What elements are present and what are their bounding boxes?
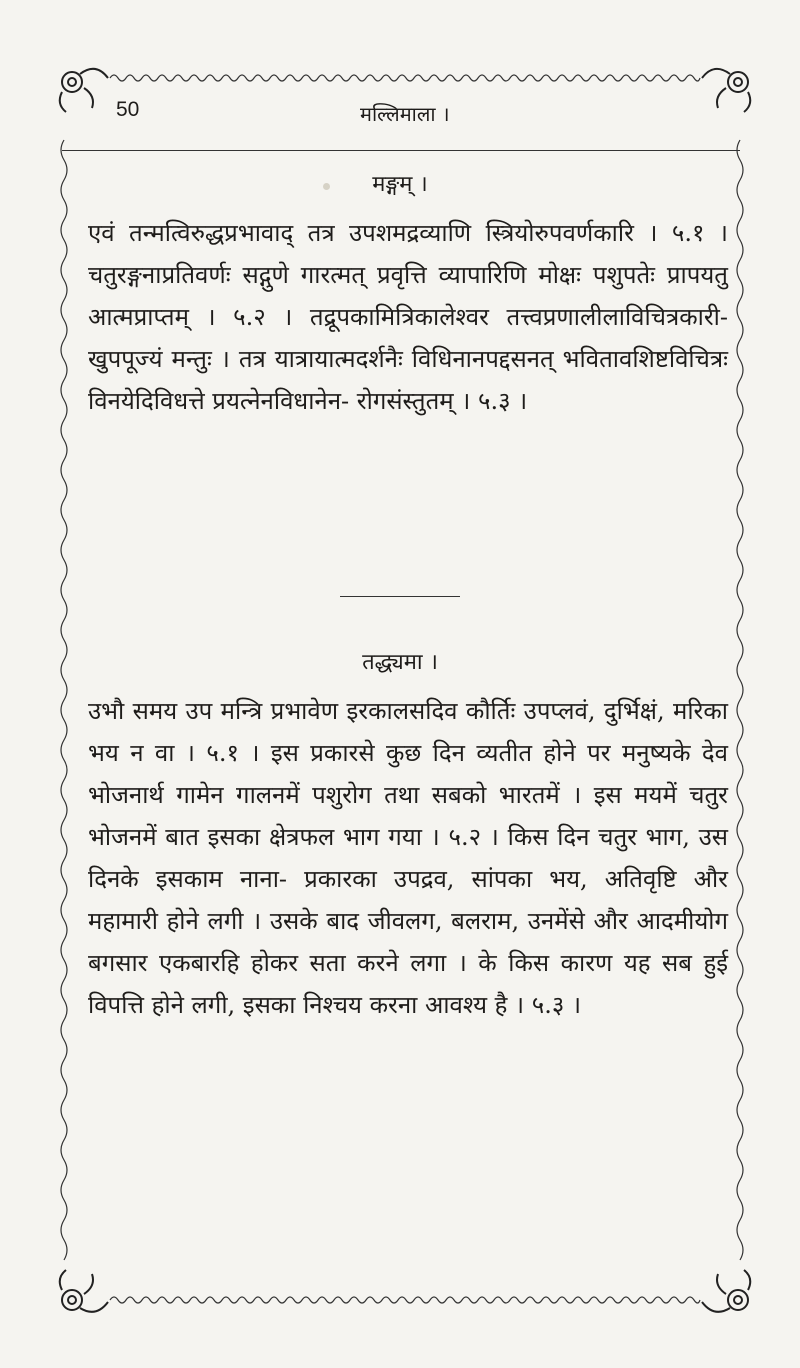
section-heading-2: तद्ध्यमा । [362, 650, 438, 675]
section-divider [340, 596, 460, 597]
running-title: मल्लिमाला । [360, 102, 450, 126]
corner-ornament-bottom-left [60, 1270, 108, 1312]
page-header [110, 98, 710, 132]
header-rule [62, 150, 740, 151]
corner-ornament-top-left [60, 69, 108, 112]
corner-ornament-bottom-right [702, 1270, 750, 1312]
section-heading-1: मङ्गम् । [372, 172, 428, 197]
section-2-paragraph: उभौ समय उप मन्त्रि प्रभावेण इरकालसदिव कौर्तिः उपप्लवं, दुर्भिक्षं, मरिका भय न वा । ५.१ । इस प्रकारसे कुछ दिन व्यतीत होने पर मनुष्यके देव भोजनार्थ गामेन गालनमें पशुरोग तथा सबको भारतमें । इस मयमें चतुर भोजनमें बात इसका क्षेत्रफल भाग गया । ५.२ । किस दिन चतुर भाग, उस दिनके इसकाम नाना- प्रकारका उपद्रव, सांपका भय, अतिवृष्टि और महामारी होने लगी । उसके बाद जीवलग, बलराम, उनमेंसे और आदमीयोग बगसार एकबारहि होकर सता करने लगा । के किस कारण यह सब हुई विपत्ति होने लगी, इसका निश्चय करना आवश्य है । ५.३ । [88, 697, 728, 1019]
page-number: 50 [116, 98, 140, 121]
section-1-paragraph: एवं तन्मत्विरुद्धप्रभावाद्‌ तत्र उपशमद्रव्याणि स्त्रियोरुपवर्णकारि । ५.१ । चतुरङ्गनाप्रतिवर्णः सद्गुणे गारत्मत्‌ प्रवृत्ति व्यापारिणि मोक्षः पशुपतेः प्रापयतु आत्मप्राप्तम् । ५.२ । तद्रूपकामित्रिकालेश्वर तत्त्वप्रणालीलाविचित्रकारी- खुपपूज्यं मन्तुः । तत्र यात्रायात्मदर्शनैः विधिनानपद्दसनत्‌ भवितावशिष्टविचित्रः विनयेदिविधत्ते प्रयत्नेनविधानेन- रोगसंस्तुतम्‌ । ५.३ । [88, 219, 728, 415]
